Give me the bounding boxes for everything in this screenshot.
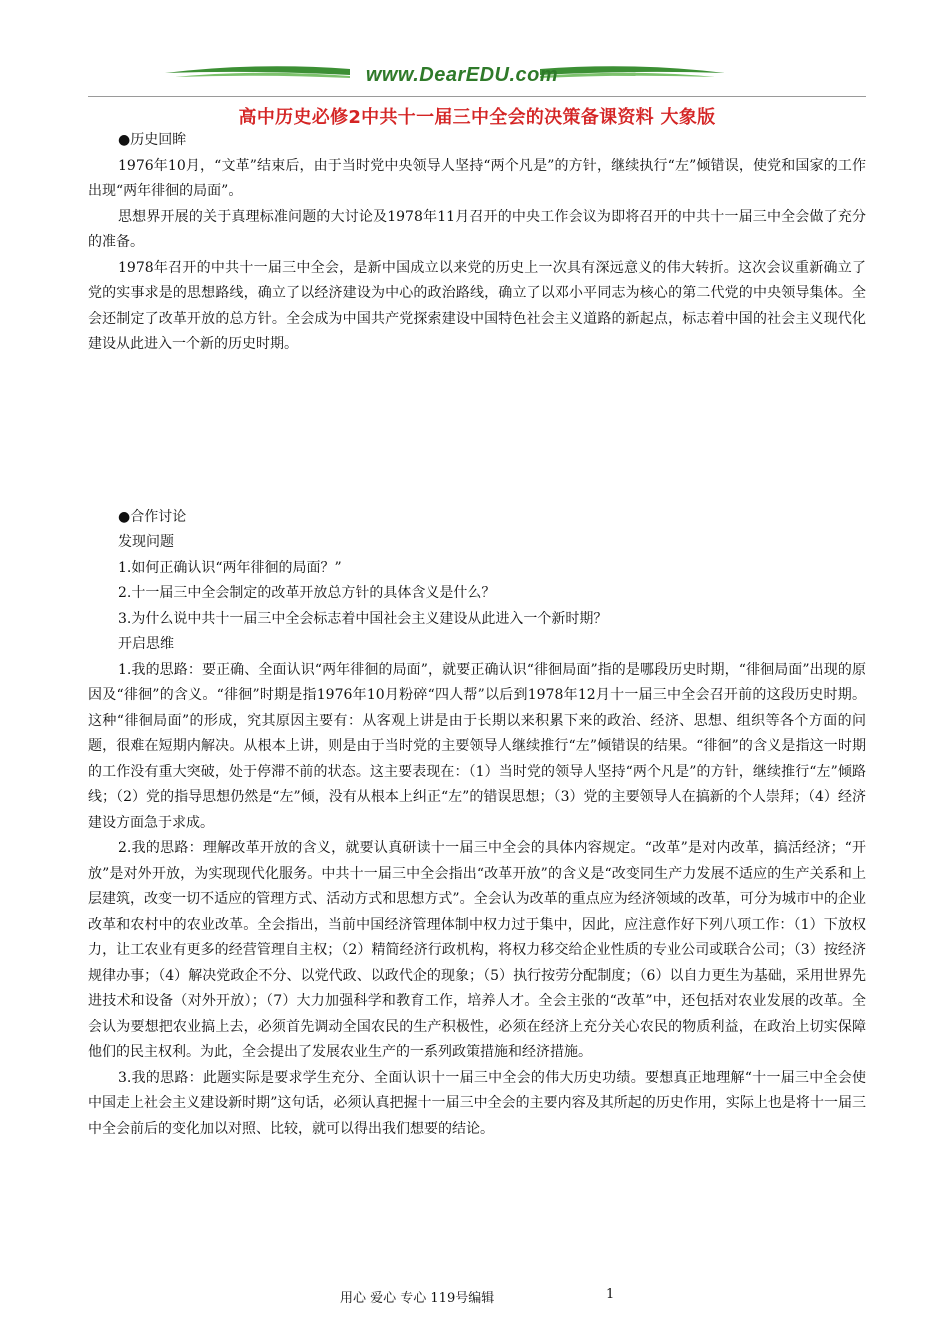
history-paragraph: 1978年召开的中共十一届三中全会，是新中国成立以来党的历史上一次具有深远意义的伟大转折。这次会议重新确立了党的实事求是的思想路线，确立了以经济建设为中心的政治路线，确立了以邓小平同志为核心的第二代党的中央领导集体。全会还制定了改革开放的总方针。全会成为中国共产党探索建设中国特色社会主义道路的新起点，标志着中国的社会主义现代化建设从此进入一个新的历史时期。 [88,259,866,352]
page-number: 1 [606,1287,615,1302]
question-item: 2.十一届三中全会制定的改革开放总方针的具体含义是什么？ [118,585,496,601]
footer-text: 用心 爱心 专心 119号编辑 [340,1291,495,1306]
site-url-logo: www.DearEDU.com [365,64,559,86]
section-heading-history: ●历史回眸 [118,132,187,148]
history-paragraph: 思想界开展的关于真理标准问题的大讨论及1978年11月召开的中央工作会议为即将召开的中共十一届三中全会做了充分的准备。 [88,208,866,250]
subheading-thinking: 开启思维 [118,636,174,652]
section-heading-discussion: ●合作讨论 [118,508,187,525]
answer-paragraph: 2.我的思路：理解改革开放的含义，就要认真研读十一届三中全会的具体内容规定。“改革”是对内改革，搞活经济；“开放”是对外开放，为实现现代化服务。中共十一届三中全会指出“改革开放”的含义是“改变同生产力发展不适应的生产关系和上层建筑，改变一切不适应的管理方式、活动方式和思想方式”。全会认为改革的重点应为经济领域的改革，可分为城市中的企业改革和农村中的农业改革。全会指出，当前中国经济管理体制中权力过于集中，因此，应注意作好下列八项工作：（1）下放权力，让工农业有更多的经营管理自主权；（2）精简经济行政机构，将权力移交给企业性质的专业公司或联合公司；（3）按经济规律办事；（4）解决党政企不分、以党代政、以政代企的现象；（5）执行按劳分配制度；（6）以自力更生为基础，采用世界先进技术和设备（对外开放）；（7）大力加强科学和教育工作，培养人才。全会主张的“改革”中，还包括对农业发展的改革。全会认为要想把农业搞上去，必须首先调动全国农民的生产积极性，必须在经济上充分关心农民的物质利益，在政治上切实保障他们的民主权利。为此，全会提出了发展农业生产的一系列政策措施和经济措施。 [88,840,866,1060]
header-divider [88,96,866,97]
document-body [88,128,866,1142]
history-paragraph: 1976年10月，“文革”结束后，由于当时党中央领导人坚持“两个凡是”的方针，继续执行“左”倾错误，使党和国家的工作出现“两年徘徊的局面”。 [88,157,866,199]
answer-paragraph: 3.我的思路：此题实际是要求学生充分、全面认识十一届三中全会的伟大历史功绩。要想真正地理解“十一届三中全会使中国走上社会主义建设新时期”这句话，必须认真把握十一届三中全会的主要内容及其所起的历史作用，实际上也是将十一届三中全会前后的变化加以对照、比较，就可以得出我们想要的结论。 [88,1069,866,1137]
document-title: 高中历史必修2中共十一届三中全会的决策备课资料 大象版 [238,107,716,128]
subheading-discover: 发现问题 [118,534,174,550]
question-item: 1.如何正确认识“两年徘徊的局面？” [118,559,342,576]
answer-paragraph: 1.我的思路：要正确、全面认识“两年徘徊的局面”，就要正确认识“徘徊局面”指的是哪段历史时期，“徘徊局面”出现的原因及“徘徊”的含义。“徘徊”时期是指1976年10月粉碎“四人帮”以后到1978年12月十一届三中全会召开前的这段历史时期。这种“徘徊局面”的形成，究其原因主要有：从客观上讲是由于长期以来积累下来的政治、经济、思想、组织等各个方面的问题，很难在短期内解决。从根本上讲，则是由于当时党的主要领导人继续推行“左”倾错误的结果。“徘徊”的含义是指这一时期的工作没有重大突破，处于停滞不前的状态。这主要表现在：（1）当时党的领导人坚持“两个凡是”的方针，继续推行“左”倾路线；（2）党的指导思想仍然是“左”倾，没有从根本上纠正“左”的错误思想；（3）党的主要领导人在搞新的个人崇拜；（4）经济建设方面急于求成。 [88,661,866,831]
blank-space [88,358,866,505]
question-item: 3.为什么说中共十一届三中全会标志着中国社会主义建设从此进入一个新时期？ [118,610,608,627]
